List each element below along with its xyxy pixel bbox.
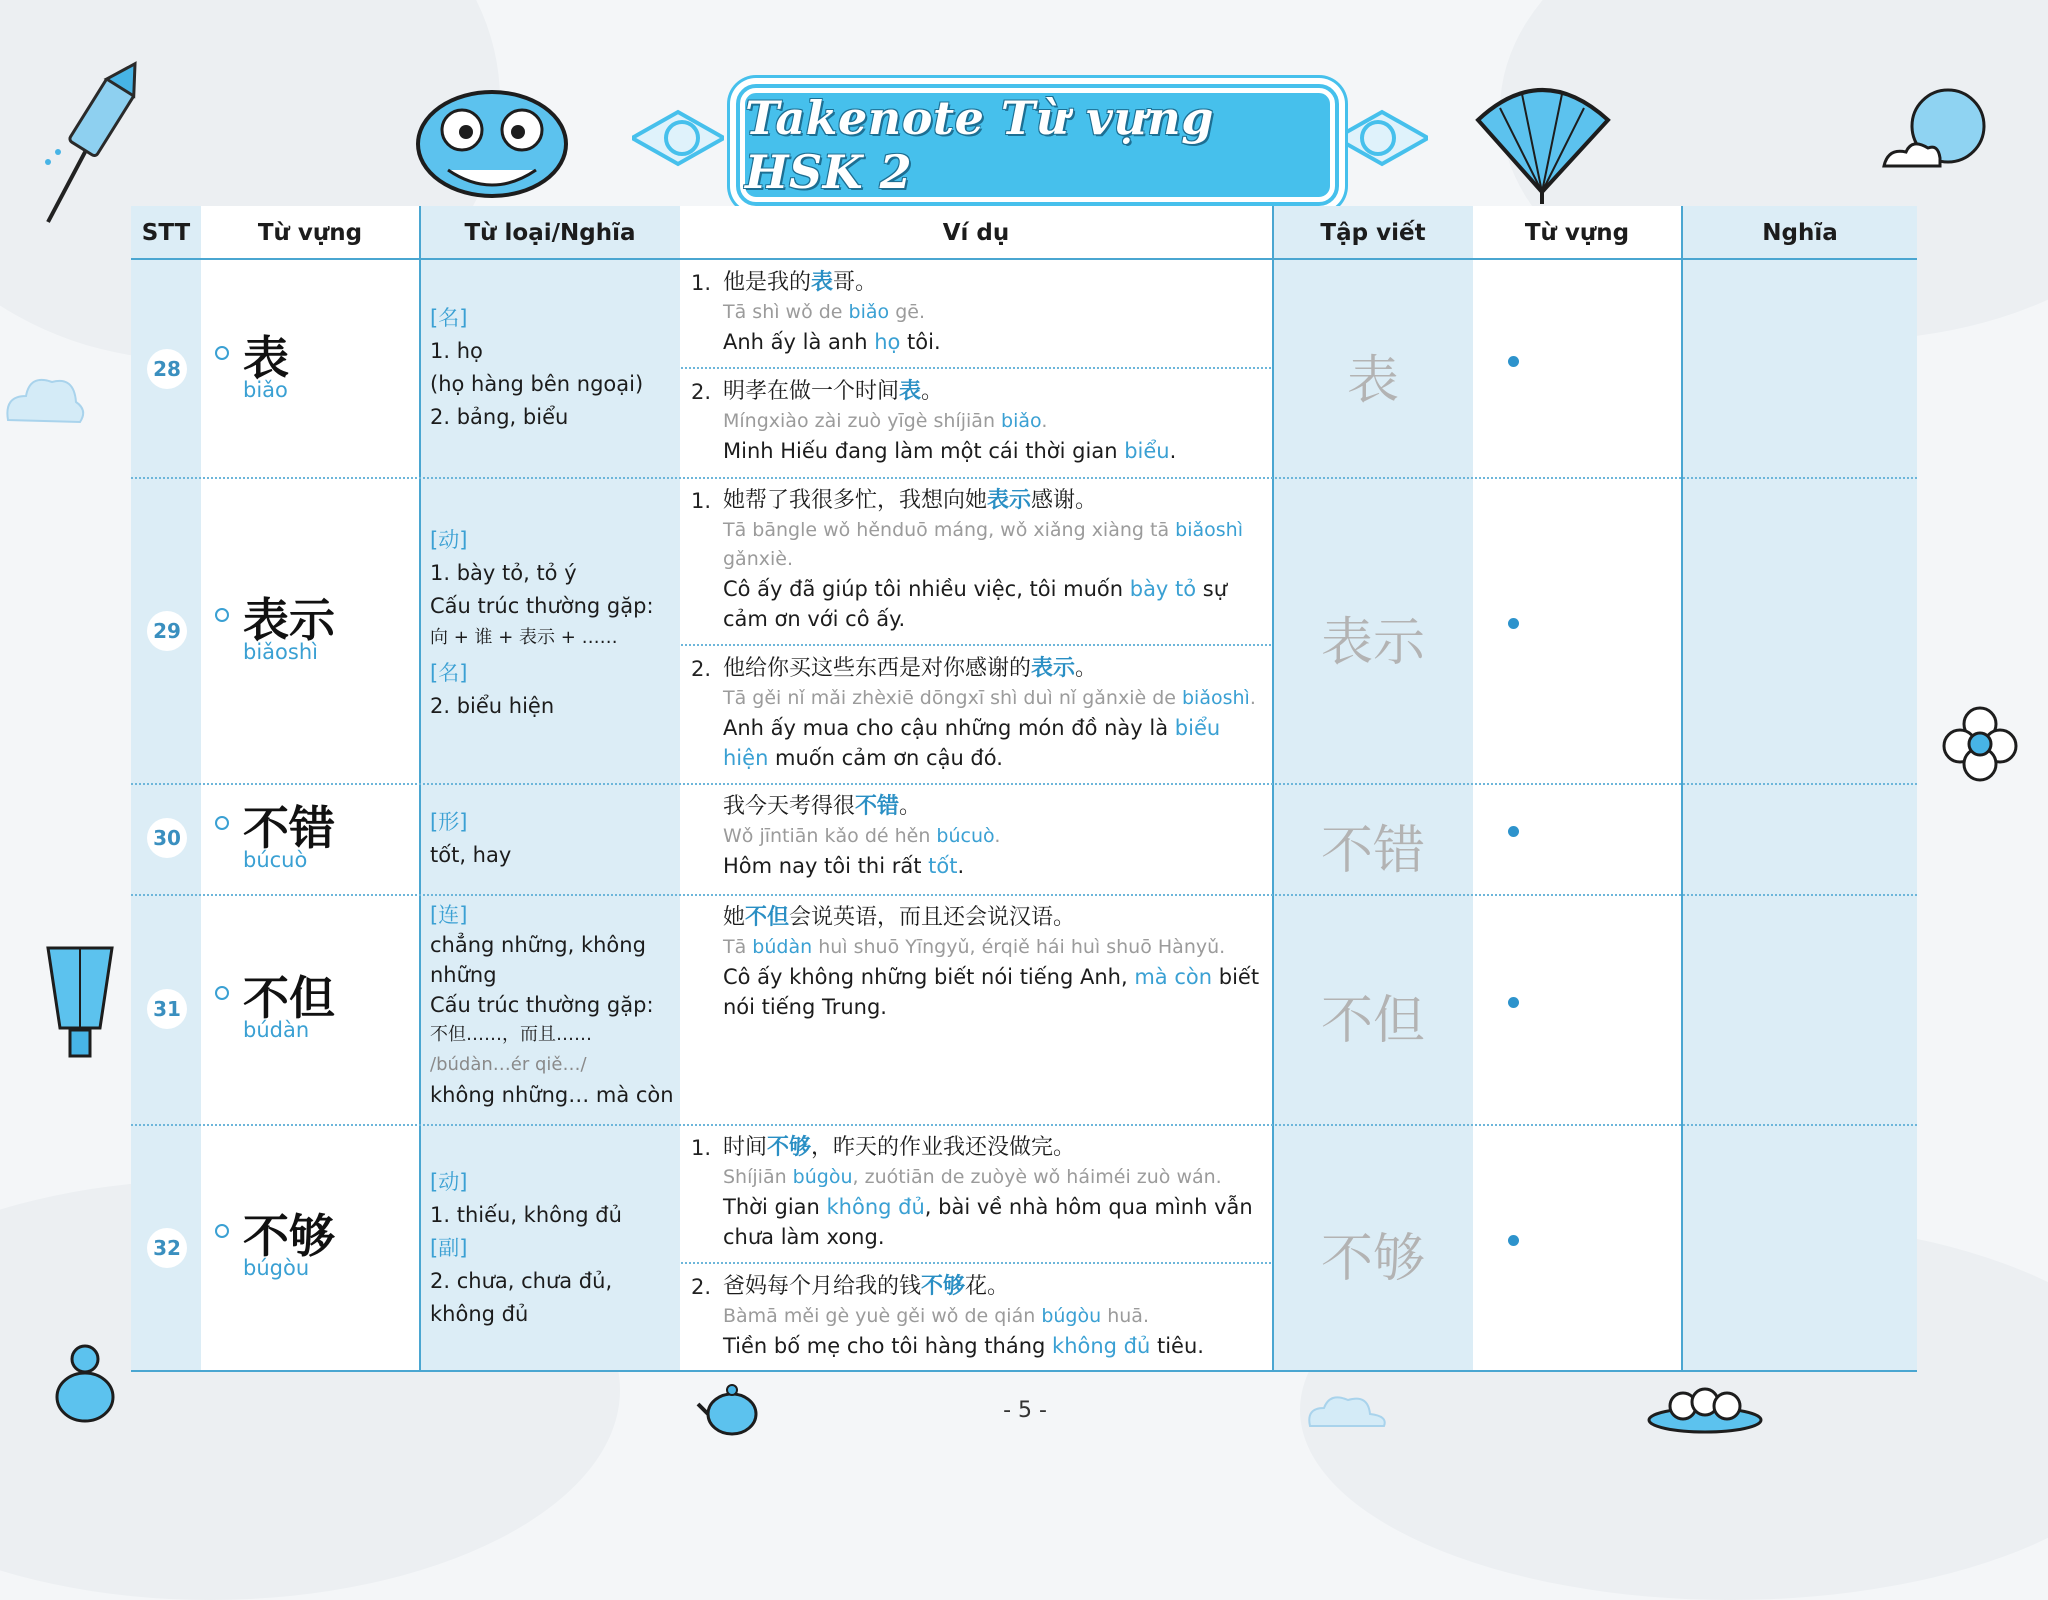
- example-chinese: 时间不够，昨天的作业我还没做完。: [723, 1135, 1076, 1160]
- meaning-cell: [430, 900, 680, 1110]
- word-type-tag: [动]: [430, 528, 468, 552]
- example-item: [691, 903, 1261, 1022]
- lantern-icon: [40, 940, 120, 1070]
- meaning-cell: [430, 1166, 680, 1331]
- column-divider: [419, 206, 421, 1372]
- answer-bullet-icon: [1508, 997, 1519, 1008]
- word-type-tag: [连]: [430, 903, 468, 927]
- word-type-tag: [副]: [430, 1236, 468, 1260]
- meaning-cell: [430, 302, 680, 434]
- example-number: 2.: [691, 380, 712, 404]
- banner-ornament-left-icon: [632, 92, 724, 184]
- bullet-icon: [215, 986, 229, 1000]
- header-practice: Tập viết: [1320, 220, 1426, 246]
- example-pinyin: Tā búdàn huì shuō Yīngyǔ, érqiě hái huì shuō Hànyǔ.: [723, 936, 1226, 958]
- answer-bullet-icon: [1508, 1235, 1519, 1246]
- hand-fan-icon: [1470, 80, 1615, 205]
- meaning-line: Cấu trúc thường gặp:: [430, 594, 654, 618]
- meaning-line: Cấu trúc thường gặp:: [430, 993, 654, 1017]
- example-pinyin: Wǒ jīntiān kǎo dé hěn búcuò.: [723, 825, 1001, 847]
- pinyin: búcuò: [243, 848, 308, 872]
- example-item: [691, 377, 1261, 466]
- row-divider: [131, 477, 1917, 479]
- example-chinese: 我今天考得很不错。: [723, 794, 922, 819]
- answer-bullet-icon: [1508, 826, 1519, 837]
- example-pinyin: Tā gěi nǐ mǎi zhèxiē dōngxī shì duì nǐ gǎnxiè de biǎoshì.: [723, 687, 1256, 709]
- meaning-line: 2. chưa, chưa đủ, không đủ: [430, 1269, 613, 1326]
- example-chinese: 明孝在做一个时间表。: [723, 379, 944, 404]
- practice-character: 表示: [1320, 613, 1425, 673]
- moon-cloud-icon: [1878, 86, 1993, 176]
- example-item: [691, 268, 1261, 357]
- meaning-line: 2. biểu hiện: [430, 694, 555, 718]
- bullet-icon: [215, 608, 229, 622]
- table-bottom-border: [131, 1370, 1917, 1372]
- row-divider: [131, 1124, 1917, 1126]
- header-vocabulary-answer: Từ vựng: [1524, 220, 1630, 246]
- teapot-icon: [696, 1376, 766, 1440]
- example-pinyin: Bàmā měi gè yuè gěi wǒ de qián búgòu huā.: [723, 1305, 1149, 1327]
- meaning-line: (họ hàng bên ngoại): [430, 372, 644, 396]
- cloud-icon: [1304, 1386, 1394, 1434]
- answer-bullet-icon: [1508, 356, 1519, 367]
- example-translation: Minh Hiếu đang làm một cái thời gian biểu.: [723, 439, 1177, 463]
- example-chinese: 他给你买这些东西是对你感谢的表示。: [723, 656, 1098, 681]
- page-title: Takenote Từ vựng HSK 2: [745, 91, 1214, 199]
- example-translation: Cô ấy không những biết nói tiếng Anh, mà còn biết nói tiếng Trung.: [723, 965, 1260, 1019]
- hanzi-word: 表示: [243, 593, 335, 647]
- meaning-line: 1. bày tỏ, tỏ ý: [430, 561, 577, 585]
- row-divider: [131, 894, 1917, 896]
- example-pinyin: Shíjiān búgòu, zuótiān de zuòyè wǒ háiméi zuò wán.: [723, 1166, 1222, 1188]
- pinyin: biǎo: [243, 378, 288, 402]
- practice-character: 不但: [1320, 991, 1425, 1051]
- example-number: 2.: [691, 1275, 712, 1299]
- example-translation: Anh ấy là anh họ tôi.: [723, 330, 941, 354]
- example-translation: Thời gian không đủ, bài về nhà hôm qua mình vẫn chưa làm xong.: [723, 1195, 1253, 1249]
- meaning-answer-column-background: [1681, 206, 1917, 1372]
- vocabulary-table: [131, 206, 1917, 1372]
- meaning-line: 2. bảng, biểu: [430, 405, 569, 429]
- example-translation: Anh ấy mua cho cậu những món đồ này là biểu hiện muốn cảm ơn cậu đó.: [723, 716, 1221, 770]
- example-number: 2.: [691, 657, 712, 681]
- header-stt: STT: [141, 220, 191, 246]
- column-divider: [1681, 206, 1683, 1372]
- example-item: [691, 1272, 1261, 1361]
- example-divider: [681, 1262, 1271, 1264]
- meaning-line: 1. họ: [430, 339, 483, 363]
- example-pinyin: Míngxiào zài zuò yīgè shíjiān biǎo.: [723, 410, 1048, 432]
- meaning-structure: 向 + 谁 + 表示 + ……: [430, 627, 618, 648]
- example-chinese: 他是我的表哥。: [723, 270, 878, 295]
- example-divider: [681, 367, 1271, 369]
- practice-character: 表: [1346, 351, 1399, 411]
- bullet-icon: [215, 346, 229, 360]
- lion-dance-head-icon: [410, 78, 575, 203]
- example-pinyin: Tā shì wǒ de biǎo gē.: [723, 301, 925, 323]
- flower-icon: [1938, 700, 2033, 785]
- pinyin: búgòu: [243, 1256, 310, 1280]
- row-number: 29: [147, 611, 187, 651]
- example-divider: [681, 644, 1271, 646]
- title-banner: [740, 88, 1335, 202]
- header-meaning-answer: Nghĩa: [1762, 220, 1838, 246]
- word-type-tag: [形]: [430, 810, 468, 834]
- example-item: [691, 486, 1261, 634]
- row-number: 31: [147, 989, 187, 1029]
- bullet-icon: [215, 816, 229, 830]
- row-divider: [131, 783, 1917, 785]
- word-type-tag: [名]: [430, 661, 468, 685]
- example-number: 1.: [691, 1136, 712, 1160]
- practice-character: 不够: [1320, 1229, 1425, 1289]
- meaning-line: không những… mà còn: [430, 1083, 674, 1107]
- word-type-tag: [名]: [430, 306, 468, 330]
- meaning-cell: [430, 524, 680, 723]
- dumplings-icon: [1645, 1380, 1765, 1435]
- page-number: - 5 -: [1003, 1398, 1047, 1423]
- example-number: 1.: [691, 489, 712, 513]
- example-item: [691, 1133, 1261, 1252]
- firework-rocket-icon: [40, 60, 150, 230]
- example-number: 1.: [691, 271, 712, 295]
- meaning-line: tốt, hay: [430, 843, 512, 867]
- meaning-cell: [430, 806, 680, 872]
- header-vocabulary: Từ vựng: [257, 220, 363, 246]
- hanzi-word: 不错: [243, 801, 335, 855]
- hanzi-word: 表: [243, 331, 289, 385]
- meaning-structure-pinyin: /búdàn…ér qiě…/: [430, 1054, 587, 1075]
- example-translation: Hôm nay tôi thi rất tốt.: [723, 854, 965, 878]
- header-word-type-meaning: Từ loại/Nghĩa: [464, 220, 636, 246]
- hanzi-word: 不够: [243, 1209, 335, 1263]
- row-number: 30: [147, 818, 187, 858]
- example-pinyin: Tā bāngle wǒ hěnduō máng, wǒ xiǎng xiàng tā biǎoshì gǎnxiè.: [723, 519, 1243, 570]
- word-type-tag: [动]: [430, 1170, 468, 1194]
- answer-bullet-icon: [1508, 618, 1519, 629]
- meaning-line: chẳng những, không những: [430, 933, 646, 987]
- gourd-icon: [52, 1335, 118, 1425]
- example-chinese: 爸妈每个月给我的钱不够花。: [723, 1274, 1010, 1299]
- example-chinese: 她不但会说英语，而且还会说汉语。: [723, 905, 1076, 930]
- row-number: 28: [147, 349, 187, 389]
- example-item: [691, 654, 1261, 773]
- row-number: 32: [147, 1228, 187, 1268]
- meaning-line: 1. thiếu, không đủ: [430, 1203, 622, 1227]
- hanzi-word: 不但: [243, 971, 335, 1025]
- pinyin: búdàn: [243, 1018, 310, 1042]
- example-item: [691, 792, 1261, 881]
- header-examples: Ví dụ: [942, 220, 1010, 246]
- banner-ornament-right-icon: [1336, 92, 1428, 184]
- pinyin: biǎoshì: [243, 640, 318, 664]
- example-chinese: 她帮了我很多忙，我想向她表示感谢。: [723, 488, 1098, 513]
- cloud-icon: [0, 362, 90, 437]
- bullet-icon: [215, 1224, 229, 1238]
- example-translation: Tiền bố mẹ cho tôi hàng tháng không đủ tiêu.: [723, 1334, 1204, 1358]
- practice-character: 不错: [1320, 821, 1425, 881]
- meaning-structure: 不但……，而且……: [430, 1024, 592, 1045]
- example-translation: Cô ấy đã giúp tôi nhiều việc, tôi muốn bày tỏ sự cảm ơn với cô ấy.: [723, 577, 1228, 631]
- header-divider: [131, 258, 1917, 260]
